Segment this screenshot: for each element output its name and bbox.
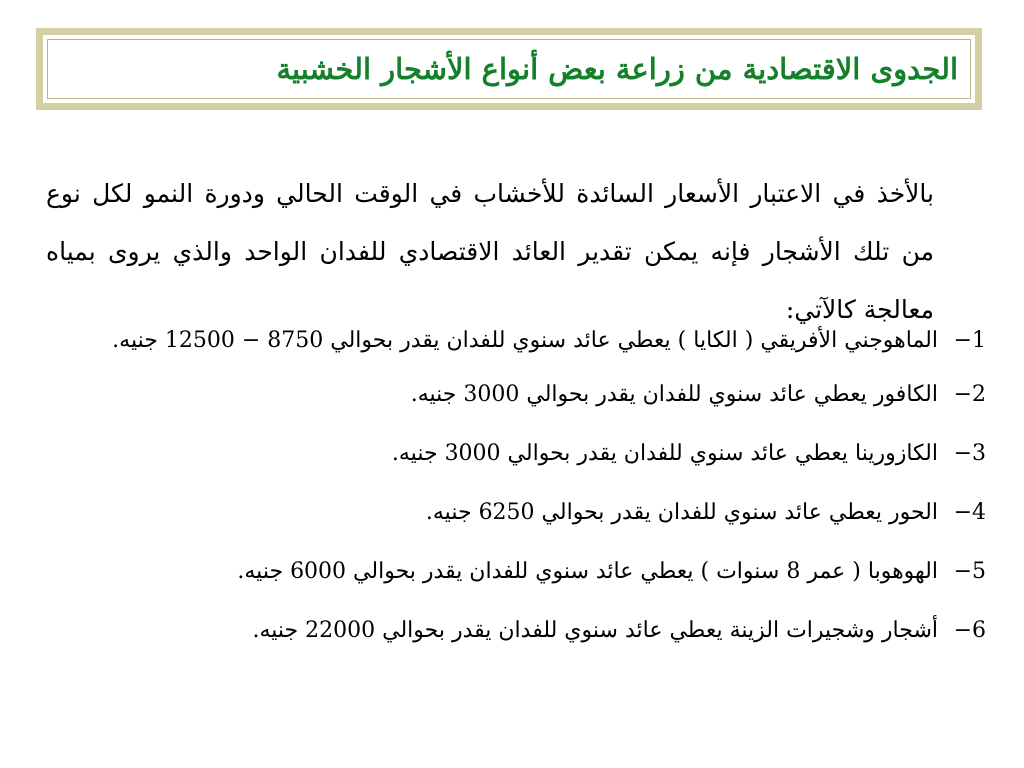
- list-item-text: الكافور يعطي عائد سنوي للفدان يقدر بحوالي 3000 جنيه.: [410, 382, 938, 407]
- slide-title: الجدوى الاقتصادية من زراعة بعض أنواع الأشجار الخشبية: [276, 51, 958, 86]
- title-box-inner: [47, 39, 971, 99]
- list-item-text: أشجار وشجيرات الزينة يعطي عائد سنوي للفدان يقدر بحوالي 22000 جنيه.: [252, 618, 938, 643]
- list-item-number: 1−: [953, 328, 986, 353]
- list-item-text: الحور يعطي عائد سنوي للفدان يقدر بحوالي 6250 جنيه.: [425, 500, 938, 525]
- list-item-number: 5−: [953, 559, 986, 584]
- list-item: [46, 372, 986, 418]
- economic-returns-list: [46, 318, 986, 667]
- list-item-number: 2−: [953, 382, 986, 407]
- list-item-text: الكازورينا يعطي عائد سنوي للفدان يقدر بحوالي 3000 جنيه.: [391, 441, 938, 466]
- list-item: [46, 490, 986, 536]
- intro-paragraph: بالأخذ في الاعتبار الأسعار السائدة للأخشاب في الوقت الحالي ودورة النمو لكل نوع من تلك الأشجار فإنه يمكن تقدير العائد الاقتصادي للفدان الواحد والذي يروى بمياه معالجة كالآتي:: [46, 179, 934, 324]
- list-item: [46, 549, 986, 595]
- list-item: [46, 318, 986, 364]
- list-item-number: 4−: [953, 500, 986, 525]
- list-item-number: 6−: [953, 618, 986, 643]
- list-item-text: الهوهوبا ( عمر 8 سنوات ) يعطي عائد سنوي للفدان يقدر بحوالي 6000 جنيه.: [237, 559, 938, 584]
- list-item: [46, 608, 986, 654]
- list-item-text: الماهوجني الأفريقي ( الكايا ) يعطي عائد سنوي للفدان يقدر بحوالي 8750 − 12500 جنيه.: [112, 328, 938, 353]
- list-item: [46, 431, 986, 477]
- list-item-number: 3−: [953, 441, 986, 466]
- title-box: [36, 28, 982, 110]
